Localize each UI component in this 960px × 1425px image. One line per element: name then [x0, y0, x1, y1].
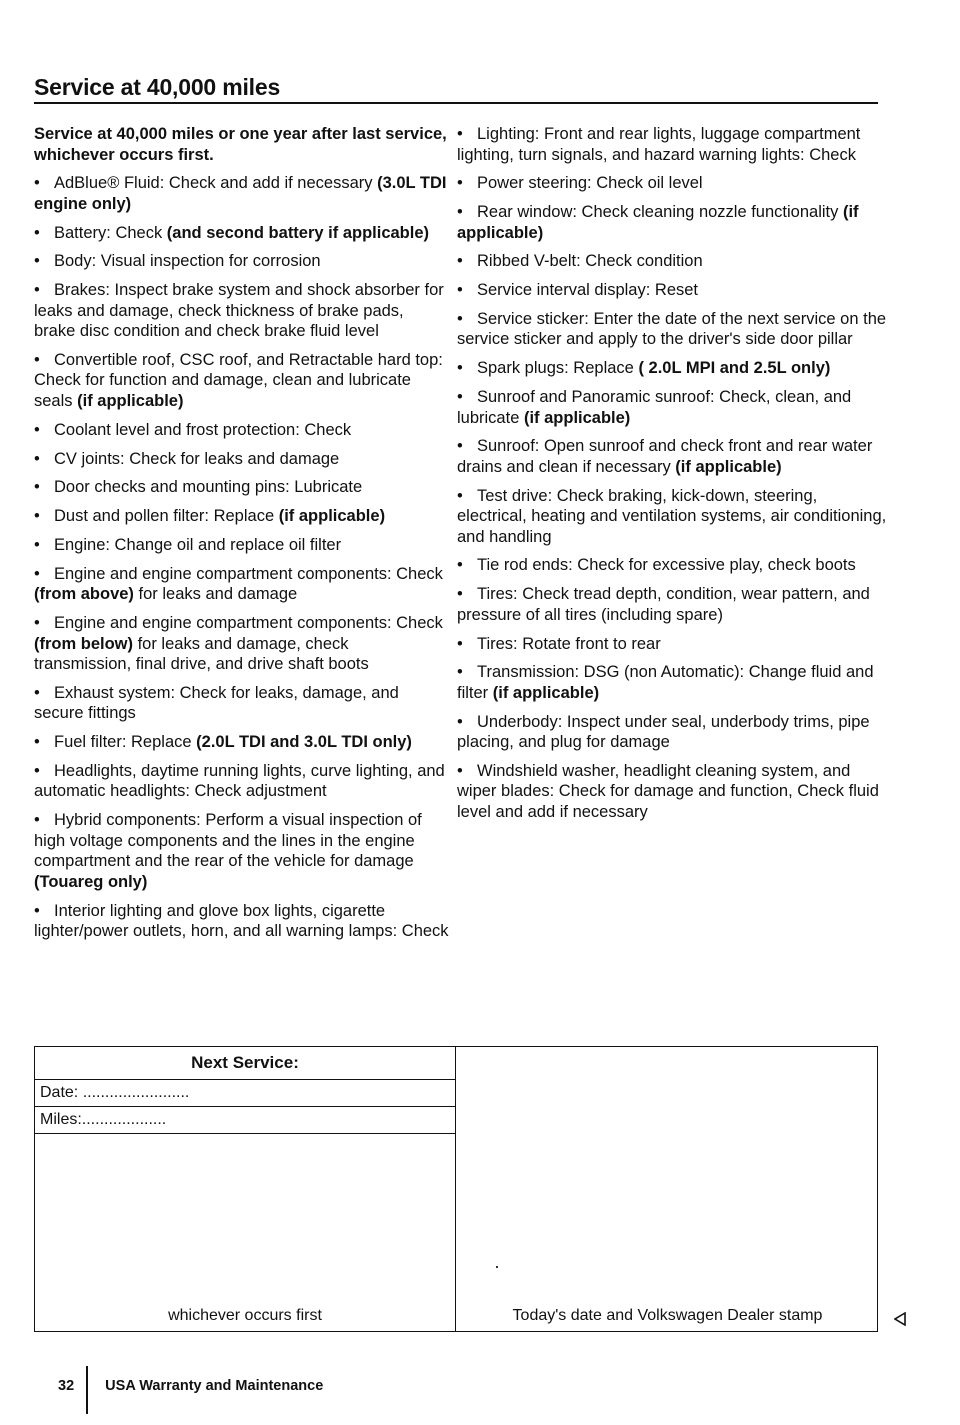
- bullet-icon: •: [34, 901, 40, 920]
- checklist-item: [457, 202, 887, 243]
- item-text: Service interval display: Reset: [477, 281, 699, 300]
- right-checklist: [457, 124, 887, 822]
- item-text: Service sticker: Enter the date of the next service on the service sticker and apply to the driver's side door pillar: [457, 309, 887, 349]
- checklist-item: [34, 901, 449, 942]
- checklist-item: [457, 251, 887, 272]
- triangle-left-icon: [894, 1312, 906, 1328]
- checklist-item: [34, 613, 449, 675]
- item-text: Body: Visual inspection for corrosion: [54, 252, 321, 271]
- item-text: CV joints: Check for leaks and damage: [54, 449, 340, 468]
- bullet-icon: •: [34, 252, 40, 271]
- checklist-item: [34, 223, 449, 244]
- bullet-icon: •: [34, 420, 40, 439]
- item-qualifier: ( 2.0L MPI and 2.5L only): [638, 359, 831, 378]
- stamp-area-mark: [496, 1266, 498, 1268]
- checklist-item: [34, 564, 449, 605]
- bullet-icon: •: [457, 309, 463, 328]
- item-text: Interior lighting and glove box lights, cigarette lighter/power outlets, horn, and all warning lamps: Check: [34, 901, 449, 941]
- service-record-box: [34, 1046, 878, 1332]
- item-text: Exhaust system: Check for leaks, damage, and secure fittings: [34, 683, 399, 723]
- bullet-icon: •: [457, 761, 463, 780]
- item-text: Door checks and mounting pins: Lubricate: [54, 478, 363, 497]
- item-text: Convertible roof, CSC roof, and Retractable hard top: Check for function and damage, clean and lubricate seals: [34, 350, 443, 410]
- item-text: Windshield washer, headlight cleaning system, and wiper blades: Check for damage and function, Check fluid level and add if necessary: [457, 761, 879, 821]
- item-text: Tires: Rotate front to rear: [477, 634, 661, 653]
- bullet-icon: •: [457, 203, 463, 222]
- bullet-icon: •: [34, 564, 40, 583]
- bullet-icon: •: [457, 359, 463, 378]
- page-footer: [58, 1378, 323, 1394]
- bullet-icon: •: [457, 174, 463, 193]
- bullet-icon: •: [34, 507, 40, 526]
- bullet-icon: •: [34, 683, 40, 702]
- bullet-icon: •: [457, 663, 463, 682]
- item-text: Engine and engine compartment components: Check: [54, 564, 443, 583]
- right-column: [457, 124, 887, 831]
- item-text: Coolant level and frost protection: Check: [54, 420, 352, 439]
- checklist-item: [34, 810, 449, 892]
- checklist-item: [457, 436, 887, 477]
- item-text: Engine and engine compartment components: Check: [54, 614, 443, 633]
- bullet-icon: •: [34, 350, 40, 369]
- checklist-item: [457, 309, 887, 350]
- bullet-icon: •: [457, 556, 463, 575]
- item-text: Brakes: Inspect brake system and shock absorber for leaks and damage, check thickness of brake pads, brake disc condition and check brake fluid level: [34, 281, 444, 341]
- bullet-icon: •: [34, 761, 40, 780]
- left-column: [34, 124, 449, 950]
- bullet-icon: •: [34, 174, 40, 193]
- left-checklist: [34, 173, 449, 941]
- item-text: Rear window: Check cleaning nozzle functionality: [477, 203, 843, 222]
- footer-text: USA Warranty and Maintenance: [105, 1378, 324, 1394]
- intro-text: Service at 40,000 miles or one year after last service, whichever occurs first.: [34, 125, 447, 164]
- checklist-item: [457, 358, 887, 379]
- item-qualifier: (from below): [34, 634, 133, 653]
- bullet-icon: •: [34, 223, 40, 242]
- item-text-after: for leaks and damage: [133, 585, 298, 604]
- checklist-item: [34, 350, 449, 412]
- item-text: Hybrid components: Perform a visual inspection of high voltage components and the lines in the engine compartment and the rear of the vehicle for damage: [34, 811, 422, 871]
- item-text: Test drive: Check braking, kick-down, steering, electrical, heating and ventilation systems, air conditioning, and handling: [457, 486, 887, 546]
- item-text: Tires: Check tread depth, condition, wear pattern, and pressure of all tires (including spare): [457, 585, 870, 624]
- checklist-item: [34, 477, 449, 498]
- item-qualifier: (3.0L TDI engine only): [34, 174, 447, 213]
- checklist-item: [34, 683, 449, 724]
- item-qualifier: (from above): [34, 585, 134, 604]
- miles-field: Miles:...................: [35, 1107, 455, 1134]
- item-qualifier: (Touareg only): [34, 872, 148, 891]
- bullet-icon: •: [34, 478, 40, 497]
- whichever-note: whichever occurs first: [168, 1307, 322, 1324]
- checklist-item: [34, 449, 449, 470]
- checklist-item: [34, 280, 449, 342]
- bullet-icon: •: [457, 486, 463, 505]
- checklist-item: [457, 584, 887, 625]
- bullet-icon: •: [457, 712, 463, 731]
- checklist-item: [457, 712, 887, 753]
- item-qualifier: (if applicable): [523, 408, 631, 427]
- item-text-after: for leaks and damage, check transmission, final drive, and drive shaft boots: [34, 634, 369, 674]
- item-text: Ribbed V-belt: Check condition: [477, 252, 703, 271]
- checklist-item: [457, 280, 887, 301]
- dealer-stamp-label: Today's date and Volkswagen Dealer stamp: [512, 1307, 823, 1324]
- checklist-item: [34, 251, 449, 272]
- bullet-icon: •: [34, 281, 40, 300]
- checklist-item: [34, 732, 449, 753]
- bullet-icon: •: [457, 281, 463, 300]
- bullet-icon: •: [457, 437, 463, 456]
- checklist-item: [34, 535, 449, 556]
- item-text: Lighting: Front and rear lights, luggage compartment lighting, turn signals, and hazard warning lights: Check: [457, 125, 861, 164]
- checklist-item: [34, 506, 449, 527]
- item-qualifier: (if applicable): [492, 683, 600, 702]
- item-text: Fuel filter: Replace: [54, 733, 197, 752]
- footer-separator: [86, 1366, 88, 1414]
- checklist-item: [457, 124, 887, 165]
- item-text: Power steering: Check oil level: [477, 174, 703, 193]
- item-text: Dust and pollen filter: Replace: [54, 507, 279, 526]
- bullet-icon: •: [34, 449, 40, 468]
- page-number: 32: [58, 1378, 75, 1394]
- bullet-icon: •: [457, 585, 463, 604]
- item-qualifier: (2.0L TDI and 3.0L TDI only): [196, 733, 412, 752]
- bullet-icon: •: [34, 733, 40, 752]
- item-qualifier: (if applicable): [278, 507, 386, 526]
- next-service-heading: Next Service:: [35, 1047, 455, 1080]
- bullet-icon: •: [34, 811, 40, 830]
- checklist-item: [457, 662, 887, 703]
- bullet-icon: •: [457, 125, 463, 143]
- checklist-item: [34, 761, 449, 802]
- checklist-item: [457, 387, 887, 428]
- title-divider: [34, 102, 878, 104]
- checklist-item: [457, 486, 887, 548]
- item-text: Tie rod ends: Check for excessive play, check boots: [477, 556, 856, 575]
- item-text: AdBlue® Fluid: Check and add if necessary: [54, 174, 378, 193]
- item-qualifier: (and second battery if applicable): [166, 223, 430, 242]
- item-text: Sunroof: Open sunroof and check front and rear water drains and clean if necessary: [457, 437, 873, 476]
- page-title: Service at 40,000 miles: [34, 74, 281, 100]
- checklist-item: [457, 555, 887, 576]
- bullet-icon: •: [457, 634, 463, 653]
- checklist-item: [457, 761, 887, 823]
- item-text: Underbody: Inspect under seal, underbody trims, pipe placing, and plug for damage: [457, 712, 870, 752]
- item-text: Engine: Change oil and replace oil filter: [54, 535, 342, 554]
- item-text: Battery: Check: [54, 223, 167, 242]
- next-service-panel: [35, 1047, 456, 1331]
- item-qualifier: (if applicable): [675, 457, 782, 476]
- item-qualifier: (if applicable): [77, 391, 184, 410]
- checklist-item: [457, 634, 887, 655]
- date-field: Date: ........................: [35, 1080, 455, 1107]
- item-text: Headlights, daytime running lights, curve lighting, and automatic headlights: Check adjustment: [34, 761, 445, 801]
- item-text: Sunroof and Panoramic sunroof: Check, clean, and lubricate: [457, 388, 852, 427]
- item-text: Transmission: DSG (non Automatic): Change fluid and filter: [457, 663, 874, 702]
- bullet-icon: •: [457, 388, 463, 407]
- item-qualifier: (if applicable): [457, 203, 859, 242]
- item-text: Spark plugs: Replace: [477, 359, 639, 378]
- checklist-item: [34, 420, 449, 441]
- bullet-icon: •: [34, 535, 40, 554]
- checklist-item: [34, 173, 449, 214]
- bullet-icon: •: [34, 614, 40, 633]
- checklist-item: [457, 173, 887, 194]
- bullet-icon: •: [457, 252, 463, 271]
